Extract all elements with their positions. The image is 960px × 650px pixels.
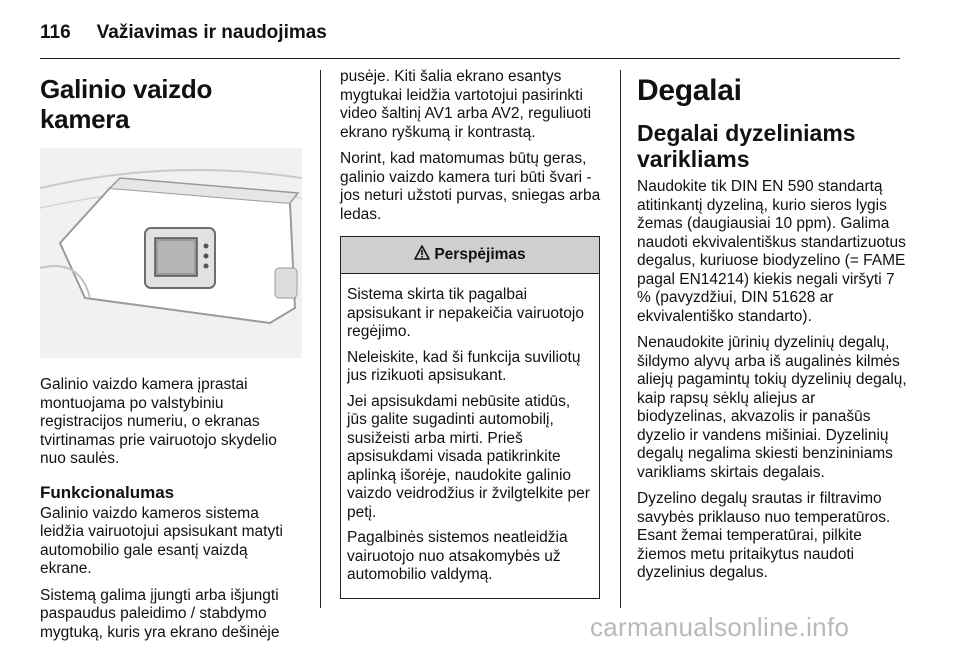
warning-paragraph: Pagalbinės sistemos neatleidžia vairuotojo nuo atsakomybės už automobilio valdymą. (347, 529, 568, 583)
warning-paragraph: Jei apsisukdami nebūsite atidūs, jūs galite sugadinti automobilį, susižeisti arba mirti. Prieš apsisukdami visada patikrinkite aplinką išorėje, naudokite galinio vaizdo veidrodžius ir žvilgtelkite per petį. (347, 392, 590, 521)
warning-paragraph: Sistema skirta tik pagalbai apsisukant ir nepakeičia vairuotojo regėjimo. (347, 286, 584, 340)
column-divider (320, 70, 321, 608)
watermark: carmanualsonline.info (590, 612, 850, 642)
paragraph: Galinio vaizdo kameros sistema leidžia vairuotojui apsisukant matyti automobilio gale esantį vaizdą ekrane. (40, 504, 283, 577)
warning-paragraph: Neleiskite, kad ši funkcija suviliotų jus rizikuoti apsisukant. (347, 348, 581, 384)
page-number: 116 (40, 22, 71, 43)
camera-monitor-icon (145, 228, 215, 288)
warning-header (341, 237, 599, 274)
header-rule (40, 58, 900, 59)
warning-box (340, 236, 600, 599)
page-header (40, 18, 327, 48)
section-heading: Galinio vaizdo kamera (40, 74, 213, 134)
paragraph: pusėje. Kiti šalia ekrano esantys mygtukai leidžia vartotojui pasirinkti video šaltinį AV1 arba AV2, reguliuoti ekrano ryškumą ir kontrastą. (340, 68, 592, 141)
chapter-title: Važiavimas ir naudojimas (96, 22, 327, 43)
paragraph: Nenaudokite jūrinių dyzelinių degalų, šildymo alyvų arba iš augalinės kilmės aliejų pagamintų tokių dyzelinių degalų, kaip rapsų sėklų aliejus ar biodyzelinas, akvazolis ir panašūs dyzelio ir vandens mišiniai. Dyzelinių degalų negalima skiesti benzininiams varikliams skirtais degalais. (637, 334, 907, 481)
paragraph: Naudokite tik DIN EN 590 standartą atitinkantį dyzeliną, kurio sieros lygis žemas (daugiausiai 10 ppm). Galima naudoti ekvivalentiškus standartizuotus degalus, kuriuose biodyzelino (= FAME pagal EN14214) kiekis negali viršyti 7 % (pavyzdžiui, DIN 51628 ar ekvivalentiško standarto). (637, 178, 906, 325)
warning-triangle-icon (414, 245, 430, 266)
subsection-heading: Funkcionalumas (40, 482, 175, 502)
warning-title: Perspėjimas (434, 245, 526, 263)
warning-body (341, 274, 599, 598)
column-divider (620, 70, 621, 608)
sun-visor-camera-illustration (40, 148, 302, 358)
intro-paragraph: Galinio vaizdo kamera įprastai montuojama po valstybiniu registracijos numeriu, o ekranas tvirtinamas prie vairuotojo skydelio nuo saulės. (40, 376, 277, 467)
section-heading: Degalai (637, 74, 742, 107)
column-left (40, 74, 302, 650)
column-right (637, 74, 907, 591)
paragraph: Sistemą galima įjungti arba išjungti paspaudus paleidimo / stabdymo mygtuką, kuris yra ekrano dešinėje (40, 586, 280, 641)
column-middle (340, 68, 602, 599)
paragraph: Norint, kad matomumas būtų geras, galinio vaizdo kamera turi būti švari - jos neturi užstoti purvas, sniegas arba ledas. (340, 150, 601, 223)
paragraph: Dyzelino degalų srautas ir filtravimo savybės priklauso nuo temperatūros. Esant žemai temperatūrai, pilkite žiemos metu pritaikytus naudoti dyzelinius degalus. (637, 490, 891, 581)
subsection-heading: Degalai dyzeliniams varikliams (637, 120, 856, 172)
